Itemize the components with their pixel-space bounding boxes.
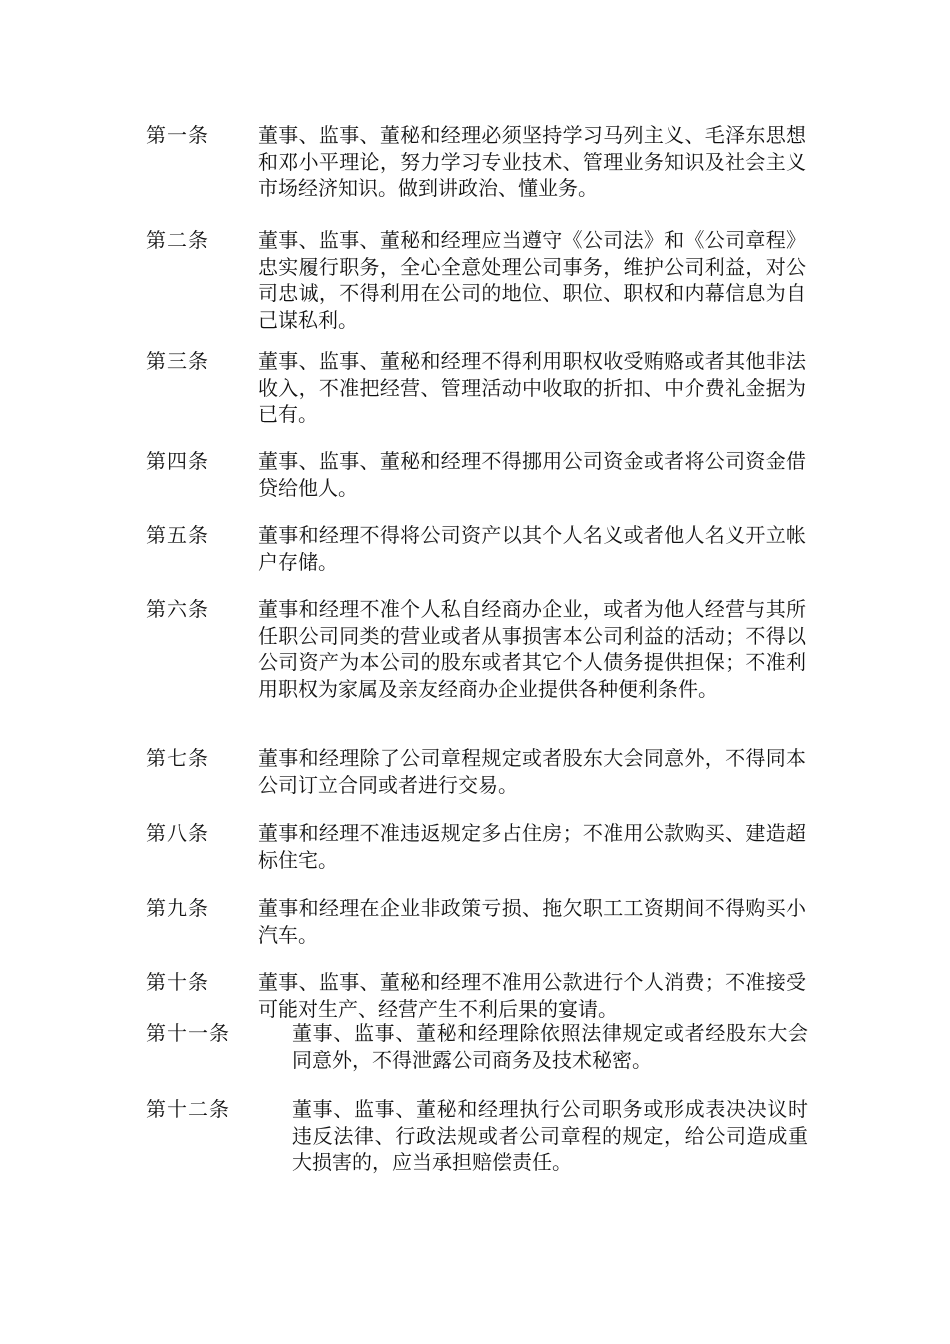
article-10	[146, 969, 816, 1022]
article-number: 第三条	[146, 349, 209, 373]
article-5	[146, 522, 816, 575]
article-text: 董事和经理在企业非政策亏损、拖欠职工工资期间不得购买小汽车。	[258, 896, 806, 947]
article-text: 董事、监事、董秘和经理除依照法律规定或者经股东大会同意外，不得泄露公司商务及技术秘密。	[292, 1021, 808, 1072]
article-number: 第二条	[146, 228, 209, 252]
article-text: 董事、监事、董秘和经理不得利用职权收受贿赂或者其他非法收入，不准把经营、管理活动中收取的折扣、中介费礼金据为已有。	[258, 349, 806, 426]
article-11	[146, 1020, 816, 1073]
article-3	[146, 348, 816, 428]
article-text: 董事、监事、董秘和经理不准用公款进行个人消费；不准接受可能对生产、经营产生不利后果的宴请。	[258, 970, 806, 1021]
article-number: 第十一条	[146, 1021, 230, 1045]
article-number: 第五条	[146, 523, 209, 547]
article-2	[146, 227, 816, 333]
article-number: 第八条	[146, 821, 209, 845]
article-number: 第十二条	[146, 1097, 230, 1121]
article-1	[146, 122, 816, 202]
article-number: 第四条	[146, 449, 209, 473]
article-number: 第一条	[146, 123, 209, 147]
article-text: 董事、监事、董秘和经理应当遵守《公司法》和《公司章程》忠实履行职务，全心全意处理公司事务，维护公司利益，对公司忠诚，不得利用在公司的地位、职位、职权和内幕信息为自己谋私利。	[258, 228, 806, 332]
article-number: 第十条	[146, 970, 209, 994]
article-6	[146, 596, 816, 702]
article-9	[146, 895, 816, 948]
article-text: 董事和经理除了公司章程规定或者股东大会同意外，不得同本公司订立合同或者进行交易。	[258, 746, 806, 797]
article-text: 董事、监事、董秘和经理不得挪用公司资金或者将公司资金借贷给他人。	[258, 449, 806, 500]
article-text: 董事、监事、董秘和经理必须坚持学习马列主义、毛泽东思想和邓小平理论，努力学习专业技术、管理业务知识及社会主义市场经济知识。做到讲政治、懂业务。	[258, 123, 806, 200]
article-number: 第九条	[146, 896, 209, 920]
article-text: 董事和经理不准个人私自经商办企业，或者为他人经营与其所任职公司同类的营业或者从事损害本公司利益的活动；不得以公司资产为本公司的股东或者其它个人债务提供担保；不准利用职权为家属及亲友经商办企业提供各种便利条件。	[258, 597, 806, 701]
article-text: 董事、监事、董秘和经理执行公司职务或形成表决决议时违反法律、行政法规或者公司章程的规定，给公司造成重大损害的，应当承担赔偿责任。	[292, 1097, 808, 1174]
article-8	[146, 820, 816, 873]
article-7	[146, 745, 816, 798]
article-number: 第六条	[146, 597, 209, 621]
article-text: 董事和经理不得将公司资产以其个人名义或者他人名义开立帐户存储。	[258, 523, 806, 574]
article-4	[146, 448, 816, 501]
article-12	[146, 1096, 816, 1176]
article-number: 第七条	[146, 746, 209, 770]
article-text: 董事和经理不准违返规定多占住房；不准用公款购买、建造超标住宅。	[258, 821, 806, 872]
